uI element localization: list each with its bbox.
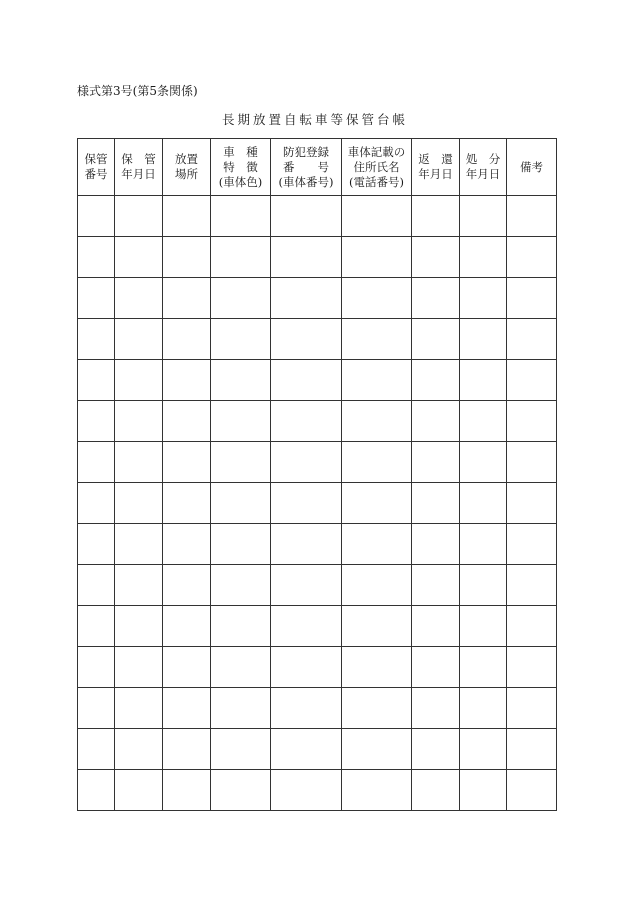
header-row bbox=[78, 139, 557, 196]
table-row bbox=[78, 524, 557, 565]
cell-abandoned-location[interactable] bbox=[163, 196, 211, 237]
cell-owner-info[interactable] bbox=[342, 442, 412, 483]
cell-disposal-date[interactable] bbox=[460, 442, 507, 483]
cell-abandoned-location[interactable] bbox=[163, 319, 211, 360]
cell-storage-date[interactable] bbox=[115, 483, 163, 524]
cell-abandoned-location[interactable] bbox=[163, 524, 211, 565]
cell-return-date[interactable] bbox=[412, 524, 460, 565]
cell-owner-info[interactable] bbox=[342, 729, 412, 770]
column-header-return-date: 返 還 年月日 bbox=[412, 139, 460, 196]
column-header-abandoned-location: 放置 場所 bbox=[163, 139, 211, 196]
cell-owner-info[interactable] bbox=[342, 278, 412, 319]
cell-remarks[interactable] bbox=[507, 196, 557, 237]
cell-abandoned-location[interactable] bbox=[163, 278, 211, 319]
cell-disposal-date[interactable] bbox=[460, 278, 507, 319]
cell-storage-date[interactable] bbox=[115, 688, 163, 729]
cell-vehicle-type[interactable] bbox=[211, 688, 271, 729]
cell-vehicle-type[interactable] bbox=[211, 278, 271, 319]
cell-storage-number[interactable] bbox=[78, 237, 115, 278]
cell-storage-date[interactable] bbox=[115, 278, 163, 319]
cell-owner-info[interactable] bbox=[342, 237, 412, 278]
cell-storage-number[interactable] bbox=[78, 360, 115, 401]
cell-vehicle-type[interactable] bbox=[211, 360, 271, 401]
cell-owner-info[interactable] bbox=[342, 770, 412, 811]
cell-crime-prevention-registration[interactable] bbox=[271, 196, 342, 237]
cell-abandoned-location[interactable] bbox=[163, 647, 211, 688]
cell-remarks[interactable] bbox=[507, 770, 557, 811]
cell-vehicle-type[interactable] bbox=[211, 524, 271, 565]
cell-crime-prevention-registration[interactable] bbox=[271, 401, 342, 442]
cell-return-date[interactable] bbox=[412, 278, 460, 319]
table-row bbox=[78, 565, 557, 606]
cell-storage-date[interactable] bbox=[115, 319, 163, 360]
cell-crime-prevention-registration[interactable] bbox=[271, 319, 342, 360]
cell-remarks[interactable] bbox=[507, 278, 557, 319]
cell-disposal-date[interactable] bbox=[460, 606, 507, 647]
cell-vehicle-type[interactable] bbox=[211, 647, 271, 688]
table-row bbox=[78, 401, 557, 442]
cell-abandoned-location[interactable] bbox=[163, 442, 211, 483]
cell-abandoned-location[interactable] bbox=[163, 770, 211, 811]
table-row bbox=[78, 606, 557, 647]
table-row bbox=[78, 319, 557, 360]
cell-vehicle-type[interactable] bbox=[211, 319, 271, 360]
column-header-vehicle-type: 車 種 特 徴 (車体色) bbox=[211, 139, 271, 196]
table-row bbox=[78, 729, 557, 770]
ledger-body bbox=[78, 196, 557, 811]
cell-owner-info[interactable] bbox=[342, 565, 412, 606]
cell-storage-date[interactable] bbox=[115, 647, 163, 688]
column-header-disposal-date: 処 分 年月日 bbox=[460, 139, 507, 196]
cell-disposal-date[interactable] bbox=[460, 360, 507, 401]
cell-crime-prevention-registration[interactable] bbox=[271, 524, 342, 565]
cell-storage-number[interactable] bbox=[78, 442, 115, 483]
cell-return-date[interactable] bbox=[412, 360, 460, 401]
cell-storage-number[interactable] bbox=[78, 770, 115, 811]
cell-vehicle-type[interactable] bbox=[211, 196, 271, 237]
cell-remarks[interactable] bbox=[507, 729, 557, 770]
cell-owner-info[interactable] bbox=[342, 688, 412, 729]
table-row bbox=[78, 688, 557, 729]
table-row bbox=[78, 237, 557, 278]
cell-storage-date[interactable] bbox=[115, 524, 163, 565]
cell-disposal-date[interactable] bbox=[460, 647, 507, 688]
cell-storage-number[interactable] bbox=[78, 196, 115, 237]
cell-owner-info[interactable] bbox=[342, 196, 412, 237]
cell-disposal-date[interactable] bbox=[460, 401, 507, 442]
cell-storage-date[interactable] bbox=[115, 565, 163, 606]
cell-storage-date[interactable] bbox=[115, 606, 163, 647]
cell-storage-number[interactable] bbox=[78, 729, 115, 770]
cell-crime-prevention-registration[interactable] bbox=[271, 647, 342, 688]
cell-crime-prevention-registration[interactable] bbox=[271, 729, 342, 770]
table-row bbox=[78, 196, 557, 237]
cell-crime-prevention-registration[interactable] bbox=[271, 688, 342, 729]
cell-return-date[interactable] bbox=[412, 237, 460, 278]
cell-storage-number[interactable] bbox=[78, 319, 115, 360]
cell-remarks[interactable] bbox=[507, 319, 557, 360]
cell-vehicle-type[interactable] bbox=[211, 442, 271, 483]
cell-storage-number[interactable] bbox=[78, 278, 115, 319]
cell-disposal-date[interactable] bbox=[460, 196, 507, 237]
table-row bbox=[78, 360, 557, 401]
cell-storage-date[interactable] bbox=[115, 729, 163, 770]
cell-abandoned-location[interactable] bbox=[163, 483, 211, 524]
cell-remarks[interactable] bbox=[507, 647, 557, 688]
cell-return-date[interactable] bbox=[412, 565, 460, 606]
cell-abandoned-location[interactable] bbox=[163, 565, 211, 606]
cell-crime-prevention-registration[interactable] bbox=[271, 606, 342, 647]
cell-storage-number[interactable] bbox=[78, 606, 115, 647]
cell-return-date[interactable] bbox=[412, 729, 460, 770]
cell-return-date[interactable] bbox=[412, 647, 460, 688]
cell-storage-date[interactable] bbox=[115, 770, 163, 811]
cell-crime-prevention-registration[interactable] bbox=[271, 770, 342, 811]
cell-disposal-date[interactable] bbox=[460, 688, 507, 729]
form-number-label: 様式第3号(第5条関係) bbox=[77, 84, 198, 98]
cell-disposal-date[interactable] bbox=[460, 565, 507, 606]
column-header-storage-date: 保 管 年月日 bbox=[115, 139, 163, 196]
cell-disposal-date[interactable] bbox=[460, 237, 507, 278]
cell-return-date[interactable] bbox=[412, 688, 460, 729]
cell-abandoned-location[interactable] bbox=[163, 237, 211, 278]
cell-remarks[interactable] bbox=[507, 483, 557, 524]
cell-owner-info[interactable] bbox=[342, 647, 412, 688]
column-header-remarks: 備考 bbox=[507, 139, 557, 196]
cell-return-date[interactable] bbox=[412, 606, 460, 647]
cell-remarks[interactable] bbox=[507, 688, 557, 729]
cell-remarks[interactable] bbox=[507, 524, 557, 565]
cell-vehicle-type[interactable] bbox=[211, 483, 271, 524]
column-header-storage-number: 保管 番号 bbox=[78, 139, 115, 196]
cell-remarks[interactable] bbox=[507, 606, 557, 647]
document-title: 長期放置自転車等保管台帳 bbox=[221, 112, 408, 127]
cell-remarks[interactable] bbox=[507, 442, 557, 483]
cell-vehicle-type[interactable] bbox=[211, 565, 271, 606]
cell-abandoned-location[interactable] bbox=[163, 401, 211, 442]
column-header-owner-info: 車体記載の 住所氏名 (電話番号) bbox=[342, 139, 412, 196]
cell-storage-number[interactable] bbox=[78, 647, 115, 688]
cell-return-date[interactable] bbox=[412, 401, 460, 442]
cell-disposal-date[interactable] bbox=[460, 729, 507, 770]
cell-remarks[interactable] bbox=[507, 565, 557, 606]
cell-owner-info[interactable] bbox=[342, 319, 412, 360]
cell-abandoned-location[interactable] bbox=[163, 729, 211, 770]
cell-return-date[interactable] bbox=[412, 770, 460, 811]
cell-abandoned-location[interactable] bbox=[163, 606, 211, 647]
cell-owner-info[interactable] bbox=[342, 483, 412, 524]
cell-storage-date[interactable] bbox=[115, 196, 163, 237]
cell-storage-number[interactable] bbox=[78, 524, 115, 565]
cell-storage-number[interactable] bbox=[78, 401, 115, 442]
cell-crime-prevention-registration[interactable] bbox=[271, 565, 342, 606]
cell-remarks[interactable] bbox=[507, 401, 557, 442]
storage-ledger-table bbox=[77, 138, 557, 811]
cell-vehicle-type[interactable] bbox=[211, 606, 271, 647]
cell-vehicle-type[interactable] bbox=[211, 770, 271, 811]
cell-storage-number[interactable] bbox=[78, 565, 115, 606]
cell-storage-number[interactable] bbox=[78, 688, 115, 729]
cell-storage-date[interactable] bbox=[115, 442, 163, 483]
cell-disposal-date[interactable] bbox=[460, 319, 507, 360]
cell-owner-info[interactable] bbox=[342, 524, 412, 565]
cell-storage-date[interactable] bbox=[115, 360, 163, 401]
cell-owner-info[interactable] bbox=[342, 401, 412, 442]
table-row bbox=[78, 647, 557, 688]
cell-vehicle-type[interactable] bbox=[211, 729, 271, 770]
cell-crime-prevention-registration[interactable] bbox=[271, 442, 342, 483]
cell-crime-prevention-registration[interactable] bbox=[271, 237, 342, 278]
cell-abandoned-location[interactable] bbox=[163, 688, 211, 729]
table-row bbox=[78, 483, 557, 524]
cell-return-date[interactable] bbox=[412, 319, 460, 360]
table-row bbox=[78, 442, 557, 483]
cell-owner-info[interactable] bbox=[342, 606, 412, 647]
cell-storage-date[interactable] bbox=[115, 401, 163, 442]
cell-disposal-date[interactable] bbox=[460, 524, 507, 565]
cell-return-date[interactable] bbox=[412, 196, 460, 237]
cell-return-date[interactable] bbox=[412, 442, 460, 483]
table-row bbox=[78, 278, 557, 319]
cell-vehicle-type[interactable] bbox=[211, 237, 271, 278]
cell-remarks[interactable] bbox=[507, 237, 557, 278]
table-row bbox=[78, 770, 557, 811]
cell-crime-prevention-registration[interactable] bbox=[271, 483, 342, 524]
cell-return-date[interactable] bbox=[412, 483, 460, 524]
cell-abandoned-location[interactable] bbox=[163, 360, 211, 401]
cell-storage-date[interactable] bbox=[115, 237, 163, 278]
cell-storage-number[interactable] bbox=[78, 483, 115, 524]
cell-disposal-date[interactable] bbox=[460, 770, 507, 811]
column-header-crime-prevention-registration: 防犯登録 番 号 (車体番号) bbox=[271, 139, 342, 196]
cell-owner-info[interactable] bbox=[342, 360, 412, 401]
cell-crime-prevention-registration[interactable] bbox=[271, 278, 342, 319]
cell-remarks[interactable] bbox=[507, 360, 557, 401]
cell-disposal-date[interactable] bbox=[460, 483, 507, 524]
cell-crime-prevention-registration[interactable] bbox=[271, 360, 342, 401]
cell-vehicle-type[interactable] bbox=[211, 401, 271, 442]
